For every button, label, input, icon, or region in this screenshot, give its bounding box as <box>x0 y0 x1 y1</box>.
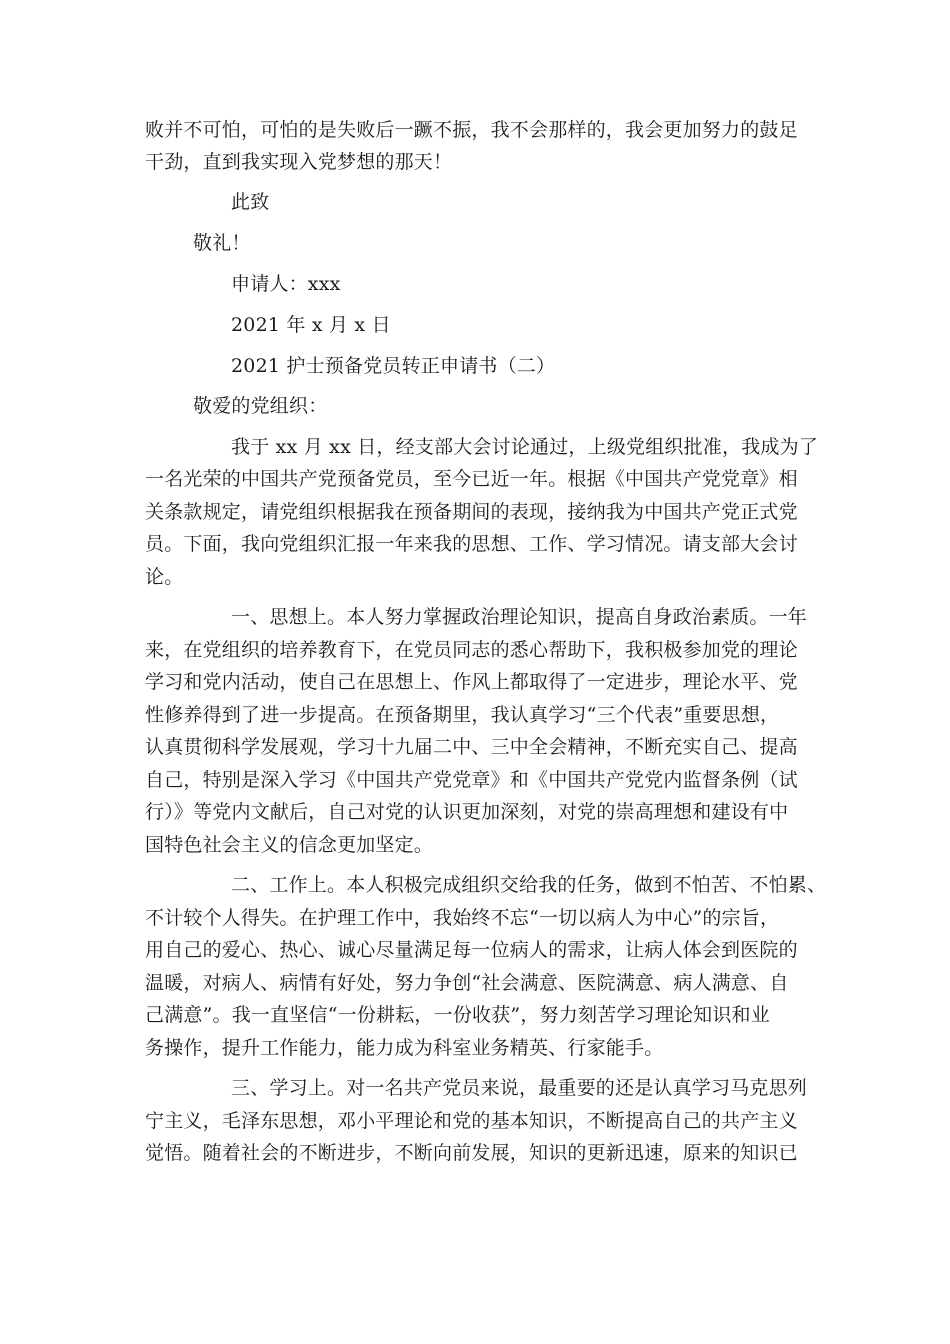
salutation: 此致 <box>231 191 270 213</box>
thought-line-2: 来，在党组织的培养教育下，在党员同志的悉心帮助下，我积极参加党的理论 <box>145 639 798 661</box>
thought-line-1: 一、思想上。本人努力掌握政治理论知识，提高自身政治素质。一年 <box>231 606 808 628</box>
section-title: 2021 护士预备党员转正申请书（二） <box>231 355 556 377</box>
study-line-1: 三、学习上。对一名共产党员来说，最重要的还是认真学习马克思列 <box>231 1077 808 1099</box>
work-line-2: 不计较个人得失。在护理工作中，我始终不忘“一切以病人为中心”的宗旨， <box>145 907 780 929</box>
work-line-1: 二、工作上。本人积极完成组织交给我的任务，做到不怕苦、不怕累、 <box>231 874 827 896</box>
date: 2021 年 x 月 x 日 <box>231 314 391 336</box>
study-line-3: 觉悟。随着社会的不断进步，不断向前发展，知识的更新迅速，原来的知识已 <box>145 1142 798 1164</box>
thought-line-8: 国特色社会主义的信念更加坚定。 <box>145 834 434 856</box>
work-line-4: 温暖，对病人、病情有好处，努力争创“社会满意、医院满意、病人满意、自 <box>145 972 789 994</box>
work-line-6: 务操作，提升工作能力，能力成为科室业务精英、行家能手。 <box>145 1037 664 1059</box>
thought-line-7: 行）》等党内文献后，自己对党的认识更加深刻，对党的崇高理想和建设有中 <box>145 801 789 823</box>
closing-line-1: 败并不可怕，可怕的是失败后一蹶不振，我不会那样的，我会更加努力的鼓足 <box>145 119 798 141</box>
intro-line-1: 我于 xx 月 xx 日，经支部大会讨论通过，上级党组织批准，我成为了 <box>231 436 819 458</box>
regards: 敬礼！ <box>193 232 251 254</box>
intro-line-4: 员。下面，我向党组织汇报一年来我的思想、工作、学习情况。请支部大会讨 <box>145 533 798 555</box>
thought-line-6: 自己，特别是深入学习《中国共产党党章》和《中国共产党党内监督条例（试 <box>145 769 798 791</box>
intro-line-2: 一名光荣的中国共产党预备党员，至今已近一年。根据《中国共产党党章》相 <box>145 468 798 490</box>
thought-line-3: 学习和党内活动，使自己在思想上、作风上都取得了一定进步，理论水平、党 <box>145 671 798 693</box>
intro-line-3: 关条款规定，请党组织根据我在预备期间的表现，接纳我为中国共产党正式党 <box>145 501 798 523</box>
thought-line-4: 性修养得到了进一步提高。在预备期里，我认真学习“三个代表”重要思想， <box>145 704 780 726</box>
intro-line-5: 论。 <box>145 566 184 588</box>
study-line-2: 宁主义，毛泽东思想，邓小平理论和党的基本知识，不断提高自己的共产主义 <box>145 1110 798 1132</box>
greeting: 敬爱的党组织： <box>193 395 328 417</box>
thought-line-5: 认真贯彻科学发展观，学习十九届二中、三中全会精神，不断充实自己、提高 <box>145 736 798 758</box>
applicant: 申请人：xxx <box>231 273 341 295</box>
work-line-5: 己满意”。我一直坚信“一份耕耘，一份收获”，努力刻苦学习理论知识和业 <box>145 1004 770 1026</box>
work-line-3: 用自己的爱心、热心、诚心尽量满足每一位病人的需求，让病人体会到医院的 <box>145 939 798 961</box>
closing-line-2: 干劲，直到我实现入党梦想的那天！ <box>145 151 453 173</box>
